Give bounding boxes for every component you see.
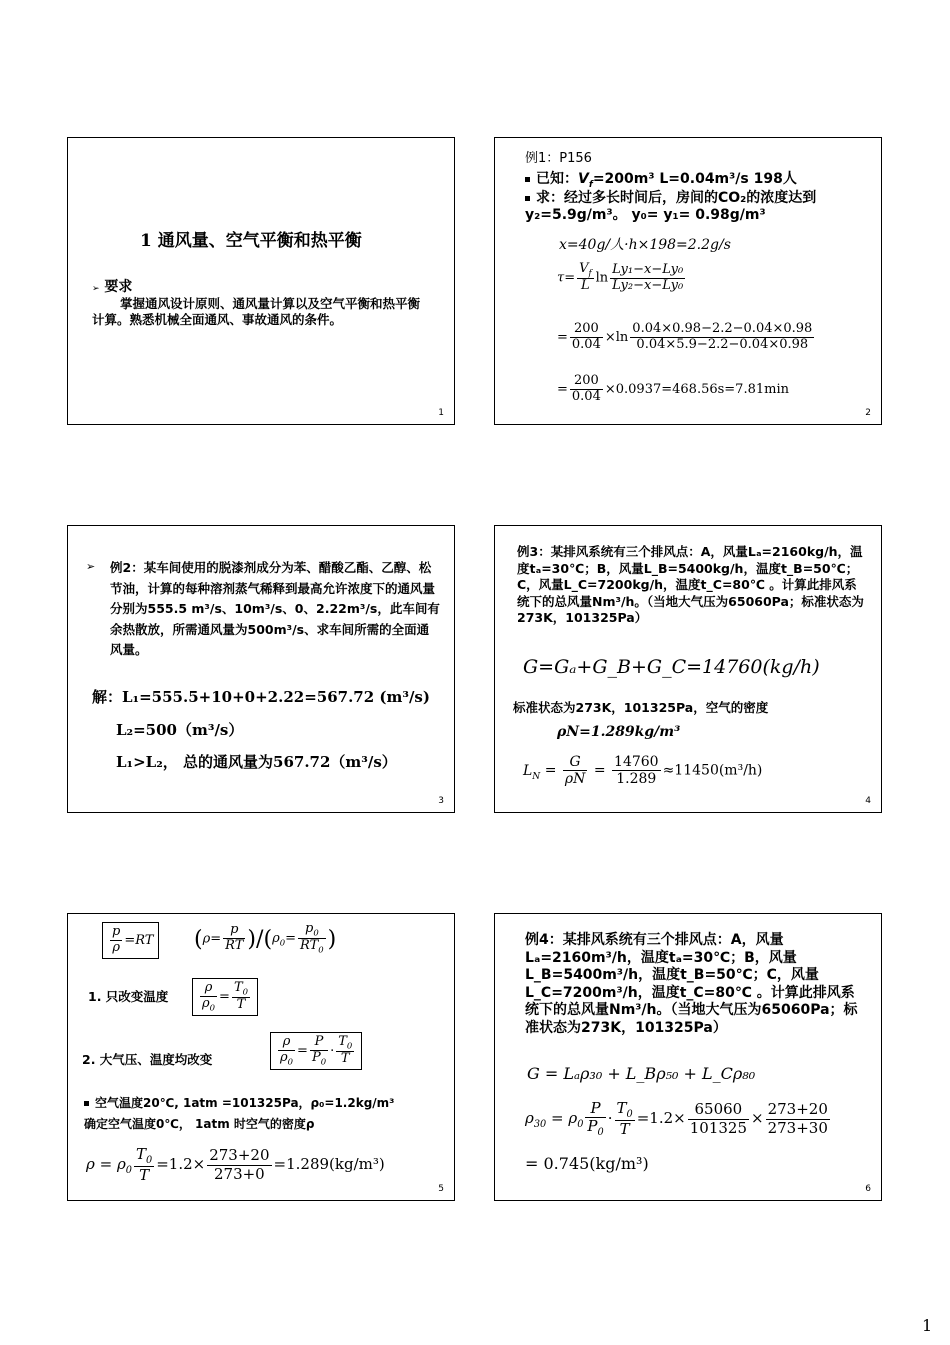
slide-5 bbox=[67, 913, 455, 1201]
slide4-rho: ρN=1.289kg/m³ bbox=[557, 724, 681, 740]
slide-number: 1 bbox=[438, 408, 444, 418]
slide-3 bbox=[67, 525, 455, 813]
slide2-eq4: = $\frac{200}{0.04}$ ×0.0937=468.56s=7.81min bbox=[557, 373, 789, 404]
slide-4 bbox=[494, 525, 882, 813]
slide4-line2: 标准状态为273K，101325Pa，空气的密度 bbox=[513, 700, 769, 715]
slide5-gas-law: $\frac{p}{\rho}$ =RT bbox=[102, 922, 159, 959]
slide3-text: 例2：某车间使用的脱漆剂成分为苯、醋酸乙酯、乙醇、松节油，计算的每种溶剂蒸气稀释到最高允许浓度下的通风量分别为555.5 m³/s、10m³/s、0、2.22m³/s，此车间有余热散放，所需通风量为500m³/s、求车间所需的全面通风量。 bbox=[110, 560, 440, 657]
slide5-eq-both: $\frac{\rho}{\rho_0}$ = $\frac{P}{P_0}$ · $\frac{T_0}{T}$ bbox=[270, 1032, 362, 1070]
slide3-sol1: 解：L₁=555.5+10+0+2.22=567.72 (m³/s) bbox=[92, 688, 430, 706]
slide-1 bbox=[67, 137, 455, 425]
slide6-text: 例4：某排风系统有三个排风点：A，风量Lₐ=2160m³/h，温度tₐ=30℃；B，风量L_B=5400m³/h，温度t_B=50℃；C，风量L_C=7200m³/h，温度t_C=80℃ 。计算此排风系统下的总风量Nm³/h。（当地大气压为65060Pa；标准状态为273K，101325Pa） bbox=[525, 932, 858, 1036]
slide6-eq2: $\rho_{30} = \rho_0$ $\frac{P}{P_0}$ · $\frac{T_0}{T}$ =1.2× $\frac{65060}{101325}$ × $\frac{273+20}{273+30}$ bbox=[525, 1099, 828, 1139]
slide-number: 6 bbox=[865, 1184, 871, 1194]
slide-number: 5 bbox=[438, 1184, 444, 1194]
slide4-text: 例3：某排风系统有三个排风点：A，风量Lₐ=2160kg/h，温度tₐ=30℃；B，风量L_B=5400kg/h，温度t_B=50℃；C，风量L_C=7200kg/h，温度t_C=80℃ 。计算此排风系统下的总风量Nm³/h。（当地大气压为65060Pa；标准状态为273K，101325Pa） bbox=[517, 544, 864, 625]
slide-6 bbox=[494, 913, 882, 1201]
slide3-sol2: L₂=500（m³/s） bbox=[116, 721, 244, 739]
slide1-req-text: 掌握通风设计原则、通风量计算以及空气平衡和热平衡计算。熟悉机械全面通风、事故通风的条件。 bbox=[92, 296, 421, 327]
square-bullet-icon bbox=[84, 1101, 89, 1106]
slide2-given: 已知：$V_f=200m^3$ L=0.04m³/s 198人 bbox=[525, 168, 797, 190]
slide5-l3: 空气温度20℃, 1atm =101325Pa，ρ₀=1.2kg/m³ bbox=[84, 1094, 394, 1111]
slide6-eq1: G = Lₐρ₃₀ + L_Bρ₅₀ + L_Cρ₈₀ bbox=[527, 1064, 756, 1083]
slide5-l1: 1. 只改变温度 bbox=[88, 989, 169, 1004]
square-bullet-icon bbox=[525, 196, 530, 201]
slide2-ask: 求：经过多长时间后，房间的CO₂的浓度达到 y₂=5.9g/m³。 y₀= y₁= 0.98g/m³ bbox=[525, 190, 817, 223]
slide2-eq3: = $\frac{200}{0.04}$ ×ln $\frac{0.04\times 0.98-2.2-0.04\times 0.98}{0.04\times 5.9-2.2-0.04\times 0.98}$ bbox=[557, 321, 813, 352]
slide5-eq-temp: $\frac{\rho}{\rho_0}$ = $\frac{T_0}{T}$ bbox=[192, 978, 258, 1016]
slide6-eq3: = 0.745(kg/m³) bbox=[525, 1154, 649, 1173]
square-bullet-icon bbox=[525, 177, 530, 182]
arrow-bullet-icon: ➢ bbox=[92, 284, 100, 294]
slide2-head: 例1：P156 bbox=[525, 151, 592, 166]
slide-number: 2 bbox=[865, 408, 871, 418]
slide-number: 4 bbox=[865, 796, 871, 806]
page-number: 1 bbox=[922, 1316, 933, 1335]
slide-number: 3 bbox=[438, 796, 444, 806]
slide4-eq1: G=Gₐ+G_B+G_C=14760(kg/h) bbox=[523, 656, 820, 678]
slide1-title: 1 通风量、空气平衡和热平衡 bbox=[140, 231, 362, 251]
slide5-l2: 2. 大气压、温度均改变 bbox=[82, 1052, 213, 1067]
slide2-eq1: x=40g/人·h×198=2.2g/s bbox=[559, 237, 731, 253]
slide5-l4: 确定空气温度0℃， 1atm 时空气的密度ρ bbox=[84, 1117, 315, 1131]
slide3-sol3: L₁>L₂， 总的通风量为567.72（m³/s） bbox=[116, 753, 397, 771]
slide4-eq2: $L_N$ = $\frac{G}{\rho N}$ = $\frac{14760}{1.289}$ ≈11450(m³/h) bbox=[523, 754, 763, 788]
slide2-eq2: τ= $\frac{V_f}{L}$ ln $\frac{\text{Ly₁−x−Ly₀}}{\text{Ly₂−x−Ly₀}}$ bbox=[557, 261, 684, 294]
slide-2 bbox=[494, 137, 882, 425]
arrow-bullet-icon: ➢ bbox=[86, 560, 96, 573]
slide1-req-label: ➢ 要求 bbox=[92, 279, 133, 295]
slide5-ratio: (ρ= $\frac{p}{RT}$ )$/(\rho_0=$ $\frac{p_0}{RT_0}$ ) bbox=[194, 921, 337, 955]
slide5-eq-result: $\rho = \rho_0$ $\frac{T_0}{T}$ =1.2× $\frac{273+20}{273+0}$ =1.289(kg/m³) bbox=[86, 1145, 385, 1185]
